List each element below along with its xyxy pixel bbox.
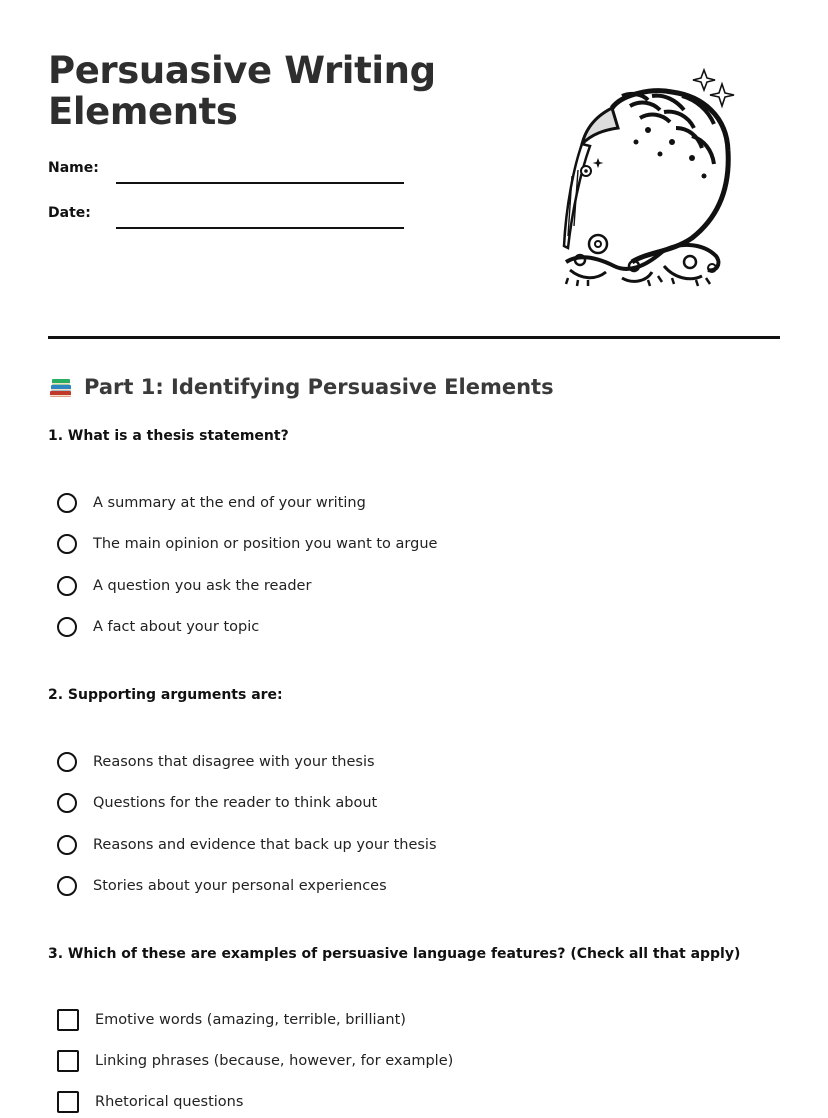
q2-option-2[interactable] xyxy=(57,790,377,816)
q3-option-1[interactable] xyxy=(57,1007,406,1033)
option-label: Questions for the reader to think about xyxy=(93,795,378,811)
date-line[interactable] xyxy=(116,227,404,229)
bird-illustration-icon xyxy=(552,66,742,288)
q2-option-4[interactable] xyxy=(57,873,387,899)
checkbox[interactable] xyxy=(57,1091,79,1113)
q3-option-3[interactable] xyxy=(57,1089,243,1115)
name-field[interactable] xyxy=(48,160,408,190)
option-label: Stories about your personal experiences xyxy=(93,878,387,894)
radio-button[interactable] xyxy=(57,876,77,896)
books-icon xyxy=(48,374,74,400)
option-label: Rhetorical questions xyxy=(95,1094,244,1110)
radio-button[interactable] xyxy=(57,576,77,596)
option-label: A fact about your topic xyxy=(93,619,260,635)
option-label: Reasons and evidence that back up your thesis xyxy=(93,837,437,853)
q1-option-3[interactable] xyxy=(57,573,311,599)
q2-option-3[interactable] xyxy=(57,832,437,858)
option-label: Emotive words (amazing, terrible, brilliant) xyxy=(95,1012,406,1028)
question-1: 1. What is a thesis statement? xyxy=(48,428,289,444)
title-line-1: Persuasive Writing xyxy=(48,49,436,92)
name-label: Name: xyxy=(48,160,99,176)
option-label: Linking phrases (because, however, for example) xyxy=(95,1053,454,1069)
q1-option-1[interactable] xyxy=(57,490,366,516)
q2-option-1[interactable] xyxy=(57,749,375,775)
name-line[interactable] xyxy=(116,182,404,184)
page-title xyxy=(48,50,468,132)
q3-option-2[interactable] xyxy=(57,1048,453,1074)
q1-option-2[interactable] xyxy=(57,531,437,557)
radio-button[interactable] xyxy=(57,835,77,855)
option-label: Reasons that disagree with your thesis xyxy=(93,754,375,770)
radio-button[interactable] xyxy=(57,793,77,813)
section-heading xyxy=(48,374,554,400)
radio-button[interactable] xyxy=(57,534,77,554)
radio-button[interactable] xyxy=(57,617,77,637)
option-label: The main opinion or position you want to argue xyxy=(93,536,438,552)
checkbox[interactable] xyxy=(57,1009,79,1031)
radio-button[interactable] xyxy=(57,493,77,513)
date-field[interactable] xyxy=(48,205,408,235)
section-divider xyxy=(48,336,780,339)
section-heading-text: Part 1: Identifying Persuasive Elements xyxy=(84,375,554,399)
question-2: 2. Supporting arguments are: xyxy=(48,687,283,703)
radio-button[interactable] xyxy=(57,752,77,772)
title-line-2: Elements xyxy=(48,90,238,133)
option-label: A question you ask the reader xyxy=(93,578,312,594)
q1-option-4[interactable] xyxy=(57,614,259,640)
option-label: A summary at the end of your writing xyxy=(93,495,366,511)
question-3: 3. Which of these are examples of persuasive language features? (Check all that apply) xyxy=(48,946,741,962)
date-label: Date: xyxy=(48,205,91,221)
checkbox[interactable] xyxy=(57,1050,79,1072)
